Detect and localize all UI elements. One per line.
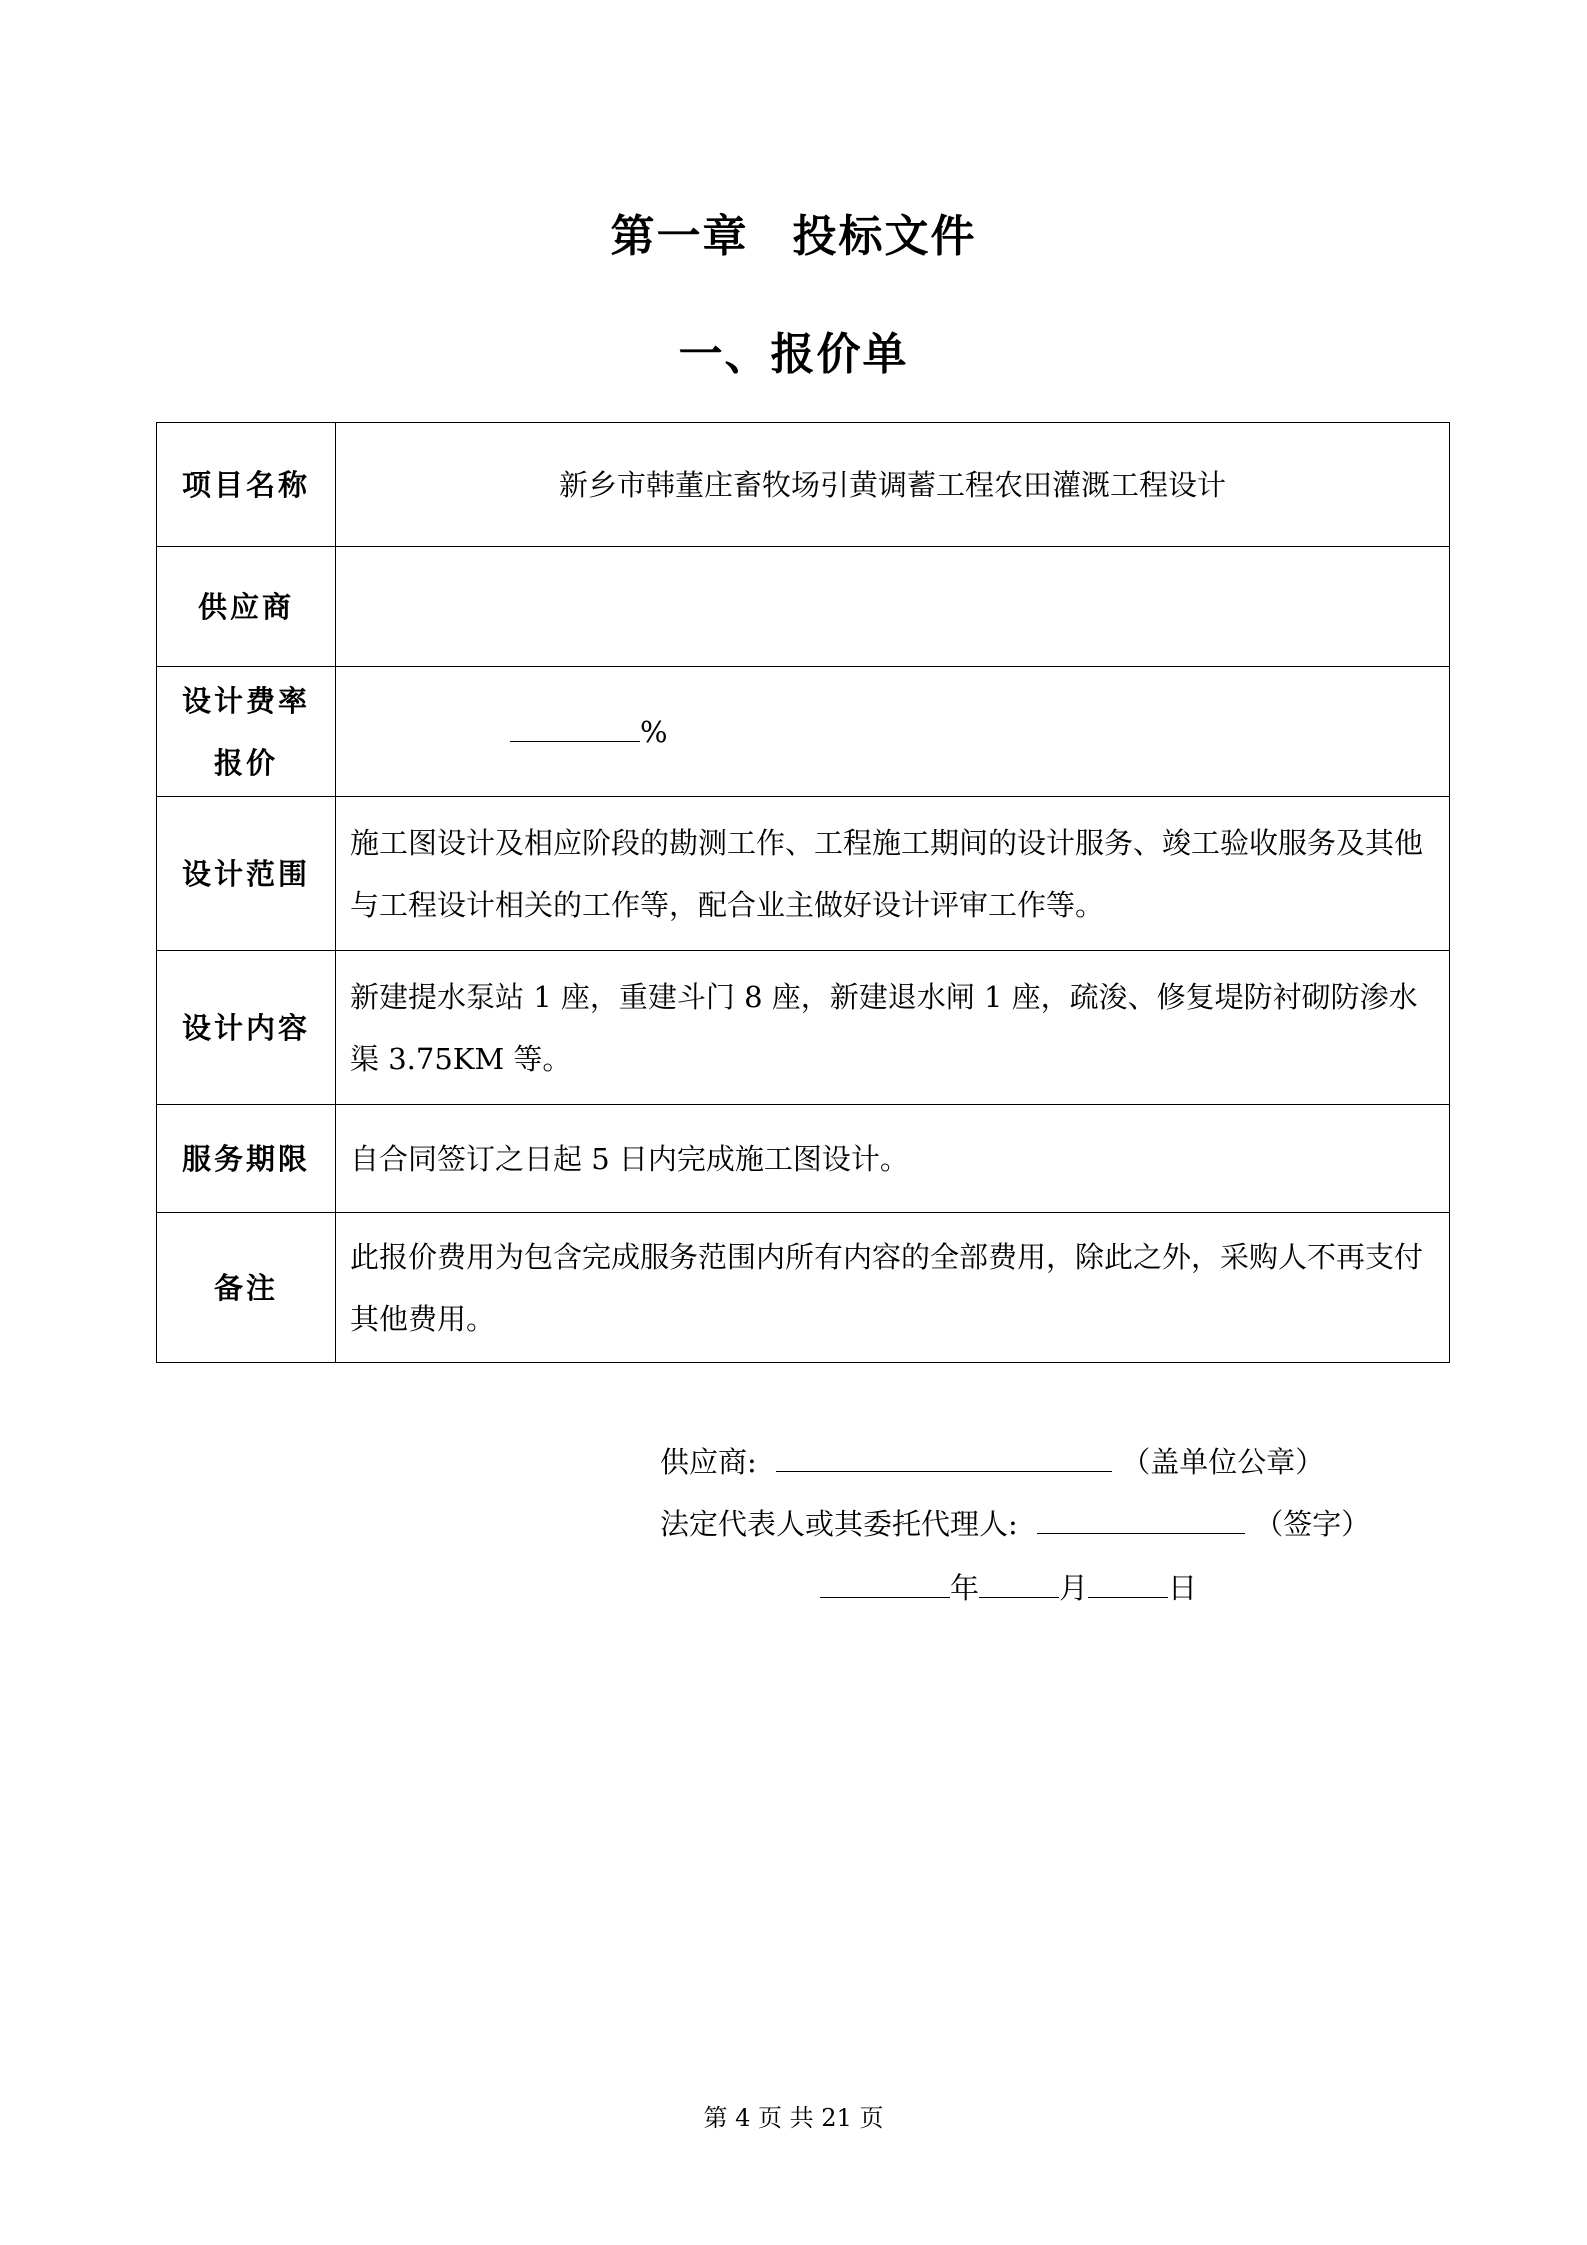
- row-label: 设计范围: [157, 797, 336, 951]
- month-blank[interactable]: [979, 1567, 1059, 1598]
- month-label: 月: [1059, 1571, 1089, 1605]
- representative-signature-line: [660, 1502, 1370, 1543]
- table-row: [157, 423, 1450, 547]
- row-label-line1: 设计费率: [181, 683, 310, 718]
- page-footer: 第 4 页 共 21 页: [703, 2104, 884, 2132]
- supplier-signature-line: [660, 1440, 1324, 1481]
- representative-sign-note: （签字）: [1254, 1507, 1371, 1541]
- quotation-table: [156, 422, 1450, 1363]
- period-value: 自合同签订之日起 5 日内完成施工图设计。: [336, 1105, 1450, 1213]
- supplier-seal-note: （盖单位公章）: [1121, 1445, 1325, 1479]
- row-label: [157, 667, 336, 797]
- row-label: 设计内容: [157, 951, 336, 1105]
- year-blank[interactable]: [820, 1567, 950, 1598]
- row-label: 服务期限: [157, 1105, 336, 1213]
- percent-sign: %: [640, 714, 668, 749]
- scope-value: 施工图设计及相应阶段的勘测工作、工程施工期间的设计服务、竣工验收服务及其他与工程设计相关的工作等，配合业主做好设计评审工作等。: [336, 797, 1450, 951]
- year-label: 年: [950, 1571, 980, 1605]
- row-label: 项目名称: [157, 423, 336, 547]
- remark-value: 此报价费用为包含完成服务范围内所有内容的全部费用，除此之外，采购人不再支付其他费用。: [336, 1213, 1450, 1363]
- representative-blank[interactable]: [1037, 1503, 1245, 1534]
- table-row: [157, 547, 1450, 667]
- rate-value: [336, 667, 1450, 797]
- content-value: 新建提水泵站 1 座，重建斗门 8 座，新建退水闸 1 座，疏浚、修复堤防衬砌防渗水渠 3.75KM 等。: [336, 951, 1450, 1105]
- supplier-blank[interactable]: [776, 1441, 1112, 1472]
- table-row: [157, 951, 1450, 1105]
- table-row: [157, 1213, 1450, 1363]
- chapter-name: 投标文件: [792, 211, 977, 262]
- section-title: 一、报价单: [678, 329, 909, 380]
- table-row: [157, 667, 1450, 797]
- row-label: 备注: [157, 1213, 336, 1363]
- table-row: [157, 1105, 1450, 1213]
- row-label-line2: 报价: [213, 745, 278, 780]
- table-row: [157, 797, 1450, 951]
- supplier-value[interactable]: [336, 547, 1450, 667]
- date-line: [820, 1566, 1197, 1607]
- supplier-label: 供应商:: [660, 1445, 757, 1479]
- day-label: 日: [1168, 1571, 1198, 1605]
- chapter-number: 第一章: [610, 211, 749, 262]
- representative-label: 法定代表人或其委托代理人:: [660, 1507, 1018, 1541]
- row-label: 供应商: [157, 547, 336, 667]
- chapter-title: [0, 200, 1587, 264]
- project-name-value: 新乡市韩董庄畜牧场引黄调蓄工程农田灌溉工程设计: [336, 423, 1450, 547]
- day-blank[interactable]: [1088, 1567, 1168, 1598]
- rate-blank[interactable]: [510, 711, 640, 742]
